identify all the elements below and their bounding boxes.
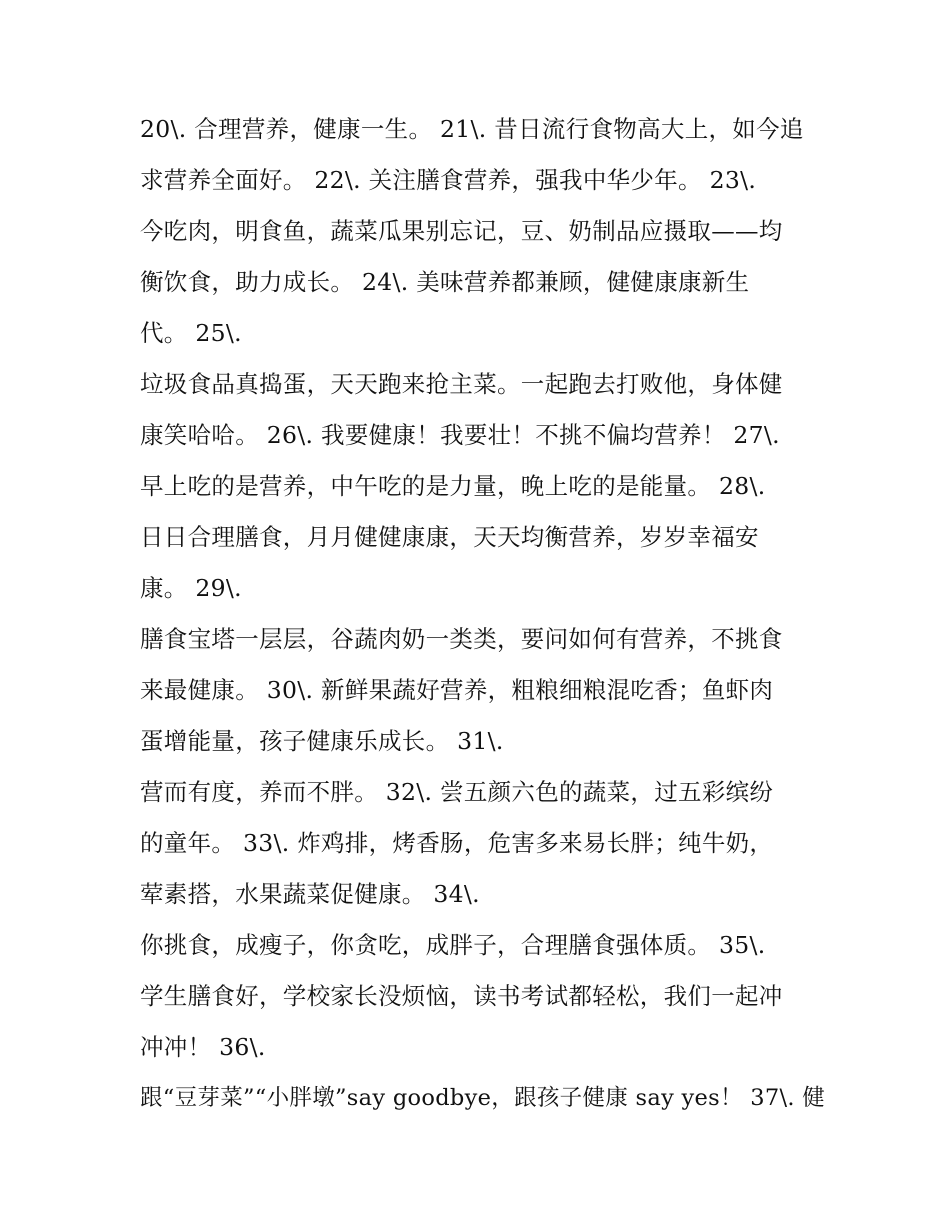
text-line: 求营养全面好。 22\. 关注膳食营养，强我中华少年。 23\.	[140, 166, 757, 194]
text-line: 荤素搭，水果蔬菜促健康。 34\.	[140, 880, 480, 908]
text-line: 冲冲！ 36\.	[140, 1033, 266, 1061]
text-line: 垃圾食品真捣蛋，天天跑来抢主菜。一起跑去打败他，身体健	[140, 370, 783, 398]
text-line: 膳食宝塔一层层，谷蔬肉奶一类类，要问如何有营养，不挑食	[140, 625, 783, 653]
text-line: 营而有度，养而不胖。 32\. 尝五颜六色的蔬菜，过五彩缤纷	[140, 778, 774, 806]
slogan-text-block	[140, 110, 826, 1130]
text-line: 蛋增能量，孩子健康乐成长。 31\.	[140, 727, 504, 755]
text-line: 日日合理膳食，月月健健康康，天天均衡营养，岁岁幸福安	[140, 523, 759, 551]
text-line: 学生膳食好，学校家长没烦恼，读书考试都轻松，我们一起冲	[140, 982, 783, 1010]
text-line: 的童年。 33\. 炸鸡排，烤香肠，危害多来易长胖；纯牛奶，	[140, 829, 774, 857]
text-line: 你挑食，成瘦子，你贪吃，成胖子，合理膳食强体质。 35\.	[140, 931, 766, 959]
text-line: 代。 25\.	[140, 319, 242, 347]
text-line: 衡饮食，助力成长。 24\. 美味营养都兼顾，健健康康新生	[140, 268, 750, 296]
text-line: 今吃肉，明食鱼，蔬菜瓜果别忘记，豆、奶制品应摄取——均	[140, 217, 783, 245]
text-line: 康。 29\.	[140, 574, 242, 602]
text-line: 跟“豆芽菜”“小胖墩”say goodbye，跟孩子健康 say yes！ 37\. 健	[140, 1085, 826, 1111]
text-line: 20\. 合理营养，健康一生。 21\. 昔日流行食物高大上，如今追	[140, 115, 804, 143]
text-line: 早上吃的是营养，中午吃的是力量，晚上吃的是能量。 28\.	[140, 472, 766, 500]
text-line: 康笑哈哈。 26\. 我要健康！我要壮！不挑不偏均营养！ 27\.	[140, 421, 780, 449]
text-line: 来最健康。 30\. 新鲜果蔬好营养，粗粮细粮混吃香；鱼虾肉	[140, 676, 774, 704]
